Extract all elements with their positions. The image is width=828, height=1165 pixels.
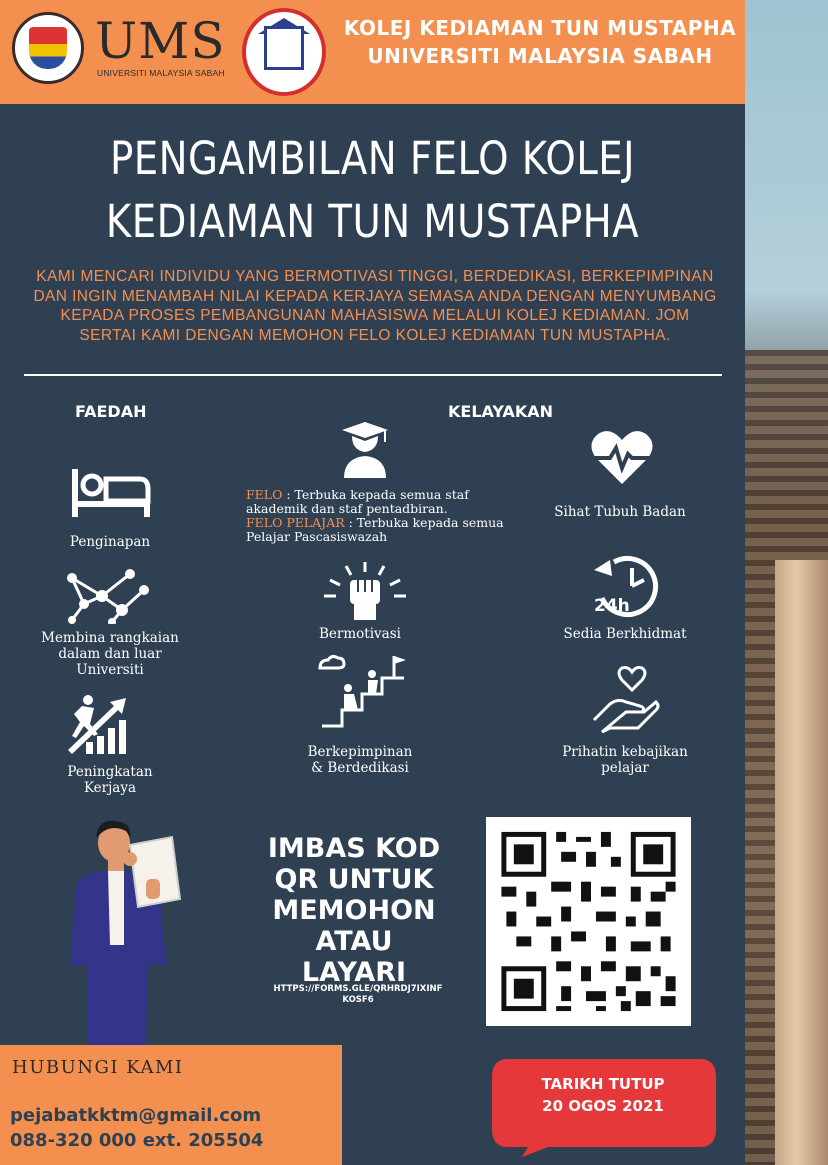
network-icon	[62, 566, 150, 624]
qr-line1: IMBAS KOD	[267, 833, 441, 864]
closing-date-value: 20 OGOS 2021	[542, 1097, 664, 1115]
form-url-line1: HTTPS://FORMS.GLE/QRHRDJ7IXINF	[273, 984, 443, 994]
fist-icon	[318, 560, 412, 622]
qualification-label-motivated: Bermotivasi	[319, 626, 401, 642]
contact-heading: HUBUNGI KAMI	[12, 1057, 184, 1078]
form-url[interactable]	[248, 984, 468, 1006]
qr-line5: LAYARI	[301, 957, 407, 988]
ums-logo-subtitle: UNIVERSITI MALAYSIA SABAH	[97, 68, 225, 78]
person-illustration	[60, 815, 190, 1045]
intro-paragraph: KAMI MENCARI INDIVIDU YANG BERMOTIVASI TINGGI, BERDEDIKASI, BERKEPIMPINAN DAN INGIN MENAMBAH NILAI KEPADA KERJAYA SEMASA ANDA DENGAN MENYUMBANG KEPADA PROSES PEMBANGUNAN MAHASISWA MELALUI KOLEJ KEDIAMAN. JOM SERTAI KAMI DENGAN MEMOHON FELO KOLEJ KEDIAMAN TUN MUSTAPHA.	[33, 268, 717, 344]
benefit-career-line2: Kerjaya	[83, 780, 137, 796]
benefit-label-career	[40, 764, 180, 796]
header-title-line1: KOLEJ KEDIAMAN TUN MUSTAPHA	[343, 16, 737, 40]
graduate-icon	[340, 420, 390, 478]
form-url-line2: KOSF6	[342, 995, 374, 1005]
caring-hand-icon	[590, 666, 660, 734]
felo-label: FELO	[246, 487, 283, 502]
header-bar	[0, 0, 745, 104]
qr-line3: MEMOHON	[272, 895, 436, 926]
qualification-caring-line2: pelajar	[601, 760, 649, 776]
felo-pelajar-label: FELO PELAJAR	[246, 515, 345, 530]
contact-phone[interactable]: 088-320 000 ext. 205504	[10, 1130, 264, 1151]
qualification-leadership-line1: Berkepimpinan	[307, 744, 413, 760]
faedah-heading: FAEDAH	[75, 402, 147, 421]
kelayakan-heading: KELAYAKAN	[448, 402, 553, 421]
leadership-climb-icon	[318, 654, 408, 730]
heart-pulse-icon	[590, 428, 654, 486]
qr-line2: QR UNTUK	[274, 864, 434, 895]
felo-pelajar-text: : Terbuka kepada semua Pelajar Pascasiswazah	[246, 515, 504, 544]
qualification-label-health: Sihat Tubuh Badan	[554, 504, 686, 520]
main-title-line2: KEDIAMAN TUN MUSTAPHA	[105, 195, 640, 248]
qr-line4: ATAU	[315, 926, 393, 957]
qualification-label-caring	[540, 744, 710, 776]
qr-code-pattern	[486, 817, 691, 1026]
bed-icon	[70, 467, 152, 519]
contact-email[interactable]: pejabatkktm@gmail.com	[10, 1105, 262, 1126]
qualification-label-leadership	[290, 744, 430, 776]
career-growth-icon	[66, 694, 132, 756]
benefit-label-accommodation: Penginapan	[69, 534, 151, 550]
qr-instruction	[250, 833, 458, 988]
ums-logo-text: UMS	[95, 12, 226, 70]
benefit-career-line1: Peningkatan	[67, 764, 153, 780]
felo-text: : Terbuka kepada semua staf akademik dan staf pentadbiran.	[246, 487, 469, 516]
benefit-network-line1: Membina rangkaian	[41, 630, 179, 646]
closing-date-label: TARIKH TUTUP	[541, 1075, 665, 1093]
building-photo	[745, 0, 828, 1165]
qualification-caring-line1: Prihatin kebajikan	[562, 744, 688, 760]
building-tower	[775, 560, 828, 1165]
benefit-network-line3: Universiti	[76, 662, 144, 678]
main-title-line1: PENGAMBILAN FELO KOLEJ	[109, 132, 636, 185]
header-title-line2: UNIVERSITI MALAYSIA SABAH	[367, 44, 713, 68]
qr-code[interactable]	[486, 817, 691, 1026]
clock-24h-badge: 24h	[594, 596, 630, 616]
eligibility-text	[246, 488, 504, 544]
divider	[24, 374, 722, 376]
college-logo	[242, 8, 326, 96]
qualification-leadership-line2: & Berdedikasi	[311, 760, 409, 776]
benefit-label-network	[28, 630, 192, 678]
qualification-label-service: Sedia Berkhidmat	[563, 626, 687, 642]
university-seal-logo	[12, 12, 84, 84]
benefit-network-line2: dalam dan luar	[58, 646, 162, 662]
